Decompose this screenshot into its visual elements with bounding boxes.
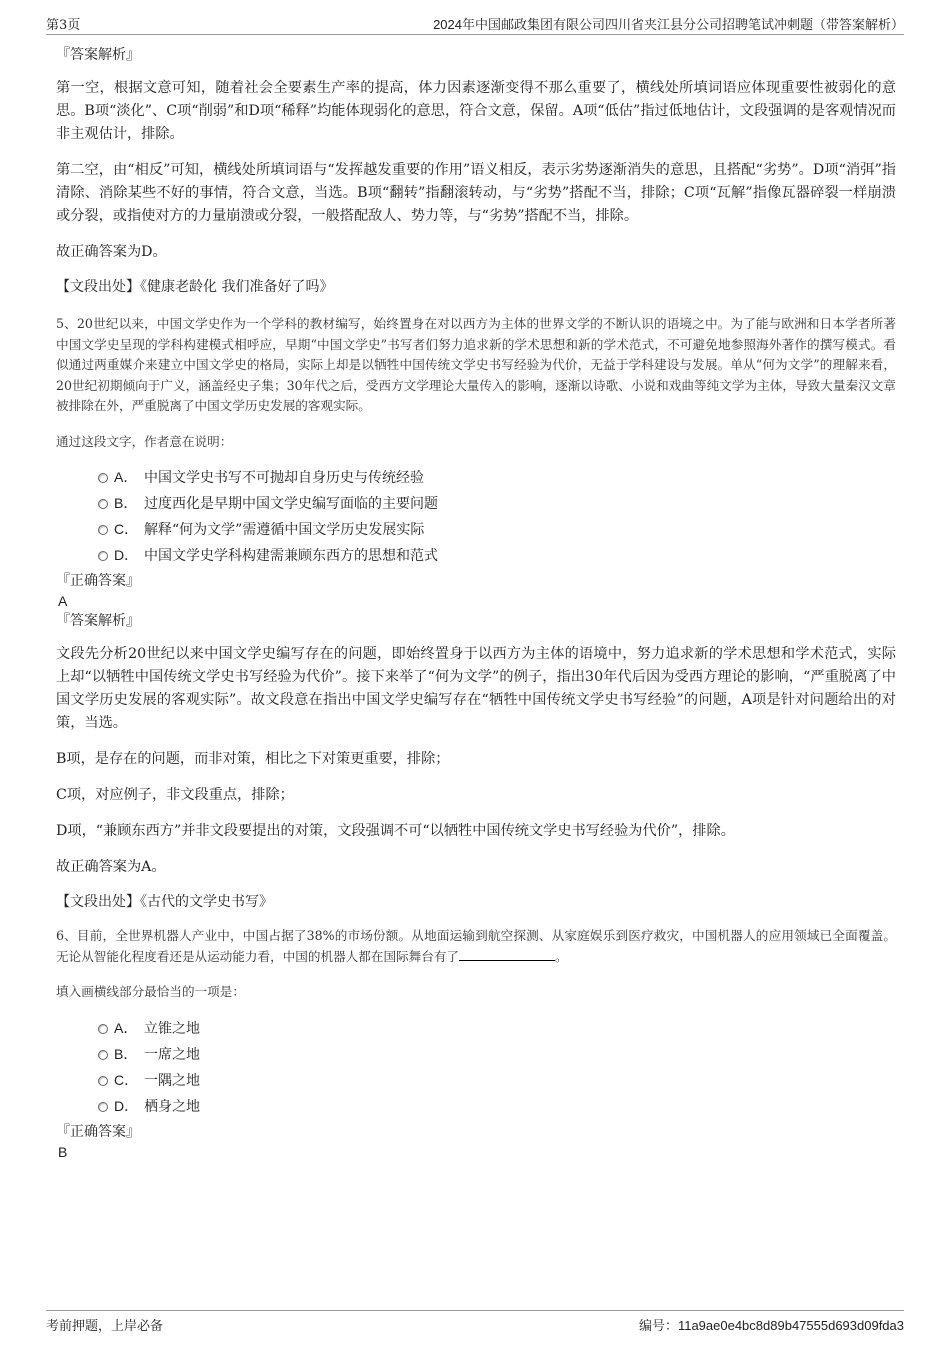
q5-source: 【文段出处】《古代的文学史书写》 xyxy=(56,894,273,910)
q4-analysis-label: 『答案解析』 xyxy=(56,47,140,63)
radio-icon[interactable] xyxy=(98,473,108,483)
q5-conclusion: 故正确答案为A。 xyxy=(56,859,166,875)
code-label: 编号： xyxy=(638,1318,678,1333)
code-value: 11a9ae0e4bc8d89b47555d693d09fda3 xyxy=(677,1318,904,1333)
q6-option-b[interactable]: B． 一席之地 xyxy=(56,1041,896,1067)
q5-answer-label: 『正确答案』 xyxy=(56,573,140,589)
radio-icon[interactable] xyxy=(98,1050,108,1060)
page-content xyxy=(56,46,896,1161)
page-footer xyxy=(46,1310,904,1333)
q5-stem: 5、20世纪以来，中国文学史作为一个学科的教材编写，始终置身在对以西方为主体的世界文学的不断认识的语境之中。为了能与欧洲和日本学者所著中国文学史呈现的学科构建模式相呼应，早期“中国文学史”书写者们努力追求新的学术思想和新的学术范式，不可避免地参照海外著作的撰写模式。看似通过两重媒介来建立中国文学史的格局，实际上却是以牺牲中国传统文学史书写经验为代价，无益于学科建设与发展。单从“何为文学”的理解来看，20世纪初期倾向于广义，涵盖经史子集；30年代之后，受西方文学理论大量传入的影响，逐渐以诗歌、小说和戏曲等纯文学为主体，导致大量秦汉文章被排除在外，严重脱离了中国文学历史发展的客观实际。 xyxy=(56,316,896,413)
q6-options xyxy=(56,1015,896,1119)
footer-slogan: 考前押题，上岸必备 xyxy=(46,1319,164,1334)
radio-icon[interactable] xyxy=(98,551,108,561)
page-header xyxy=(46,14,904,35)
radio-icon[interactable] xyxy=(98,499,108,509)
q4-conclusion: 故正确答案为D。 xyxy=(56,244,167,260)
q5-options xyxy=(56,464,896,568)
q5-option-a[interactable]: A． 中国文学史书写不可抛却自身历史与传统经验 xyxy=(56,464,896,490)
q6-answer-label: 『正确答案』 xyxy=(56,1123,140,1140)
radio-icon[interactable] xyxy=(98,525,108,535)
q6-option-a[interactable]: A． 立锥之地 xyxy=(56,1015,896,1041)
q5-analysis-para1: 文段先分析20世纪以来中国文学史编写存在的问题，即始终置身于以西方为主体的语境中，努力追求新的学术思想和学术范式，实际上却“以牺牲中国传统文学史书写经验为代价”。接下来举了“何为文学”的例子，指出30年代后因为受西方理论的影响，“严重脱离了中国文学历史发展的客观实际”。故文段意在指出中国文学史编写存在“牺牲中国传统文学史书写经验”的问题，A项是针对问题给出的对策，当选。 xyxy=(56,646,896,731)
q4-analysis-para2: 第二空，由“相反”可知，横线处所填词语与“发挥越发重要的作用”语义相反，表示劣势逐渐消失的意思，且搭配“劣势”。D项“消弭”指清除、消除某些不好的事情，符合文意，当选。B项“翻转”指翻滚转动，与“劣势”搭配不当，排除；C项“瓦解”指像瓦器碎裂一样崩溃或分裂，或指使对方的力量崩溃或分裂，一般搭配敌人、势力等，与“劣势”搭配不当，排除。 xyxy=(56,162,896,224)
q6-option-c[interactable]: C． 一隅之地 xyxy=(56,1067,896,1093)
document-title: 2024年中国邮政集团有限公司四川省夹江县分公司招聘笔试冲刺题（带答案解析） xyxy=(433,17,904,32)
q5-option-b[interactable]: B． 过度西化是早期中国文学史编写面临的主要问题 xyxy=(56,490,896,516)
q6-option-d[interactable]: D． 栖身之地 xyxy=(56,1093,896,1119)
fill-blank xyxy=(459,948,555,961)
page-number: 第3页 xyxy=(46,18,81,33)
document-code xyxy=(639,1315,904,1334)
q5-analysis-label: 『答案解析』 xyxy=(56,613,140,629)
q5-analysis-para4: D项，“兼顾东西方”并非文段要提出的对策，文段强调不可“以牺牲中国传统文学史书写经验为代价”，排除。 xyxy=(56,823,735,839)
q4-analysis-para1: 第一空，根据文意可知，随着社会全要素生产率的提高，体力因素逐渐变得不那么重要了，横线处所填词语应体现重要性被弱化的意思。B项“淡化”、C项“削弱”和D项“稀释”均能体现弱化的意思，符合文意，保留。A项“低估”指过低地估计，文段强调的是客观情况而非主观估计，排除。 xyxy=(56,80,896,142)
q5-answer: A xyxy=(58,593,68,609)
q5-question: 通过这段文字，作者意在说明： xyxy=(56,433,233,449)
q6-stem: 6、目前，全世界机器人产业中，中国占据了38%的市场份额。从地面运输到航空探测、从家庭娱乐到医疗救灾，中国机器人的应用领域已全面覆盖。无论从智能化程度看还是从运动能力看，中国的机器人都在国际舞台有了 。 xyxy=(56,928,896,964)
q5-analysis-para2: B项，是存在的问题，而非对策，相比之下对策更重要，排除； xyxy=(56,751,450,767)
q6-answer: B xyxy=(58,1143,68,1160)
q6-question: 填入画横线部分最恰当的一项是： xyxy=(56,984,245,999)
q4-source: 【文段出处】《健康老龄化 我们准备好了吗》 xyxy=(56,279,334,295)
q5-option-c[interactable]: C． 解释“何为文学”需遵循中国文学历史发展实际 xyxy=(56,516,896,542)
radio-icon[interactable] xyxy=(98,1024,108,1034)
q5-analysis-para3: C项，对应例子，非文段重点，排除； xyxy=(56,787,294,803)
q5-option-d[interactable]: D． 中国文学史学科构建需兼顾东西方的思想和范式 xyxy=(56,542,896,568)
radio-icon[interactable] xyxy=(98,1076,108,1086)
radio-icon[interactable] xyxy=(98,1102,108,1112)
